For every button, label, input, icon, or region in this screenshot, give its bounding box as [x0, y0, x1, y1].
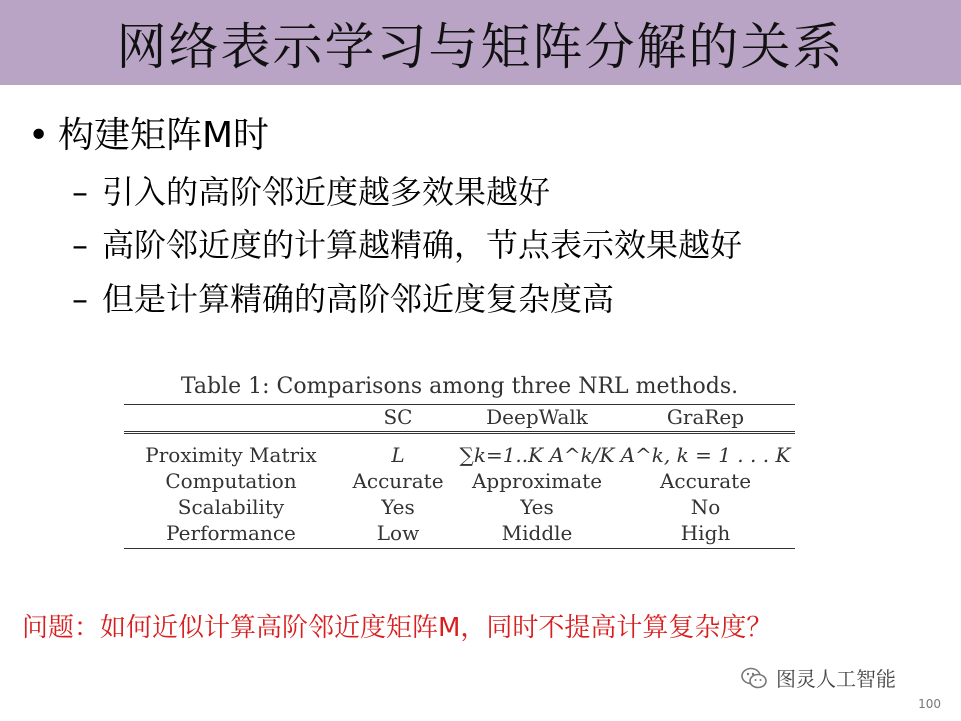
- sub-bullet-item: [72, 224, 742, 266]
- title-bar: [0, 0, 961, 85]
- header-cell: DeepWalk: [486, 405, 588, 429]
- table-cell: Low: [338, 520, 458, 549]
- header-cell: GraRep: [666, 405, 745, 429]
- table-row: [124, 520, 795, 549]
- dash-marker: –: [72, 173, 88, 211]
- question-text: 问题：如何近似计算高阶邻近度矩阵M，同时不提高计算复杂度？: [22, 613, 773, 643]
- table-row: [124, 494, 795, 520]
- table-cell: Approximate: [471, 469, 603, 493]
- watermark-text: 图灵人工智能: [776, 667, 896, 691]
- watermark: [740, 663, 896, 692]
- page-number: 100: [918, 697, 941, 711]
- table-cell: ∑k=1..K A^k/K: [458, 433, 616, 469]
- dash-marker: –: [72, 226, 88, 264]
- table-caption: Table 1: Comparisons among three NRL methods.: [180, 374, 739, 399]
- table-header-row: [124, 405, 795, 433]
- sub-bullet-text: 高阶邻近度的计算越精确，节点表示效果越好: [102, 226, 743, 264]
- sub-bullet-item: [72, 278, 614, 320]
- comparison-table: [124, 372, 795, 549]
- bullet-item: [28, 113, 269, 159]
- sub-bullet-text: 引入的高阶邻近度越多效果越好: [102, 173, 551, 211]
- bullet-text: 构建矩阵M时: [58, 115, 270, 156]
- row-label: Scalability: [177, 495, 285, 519]
- table-cell: Yes: [520, 495, 554, 519]
- bullet-marker: •: [28, 115, 50, 156]
- row-label: Proximity Matrix: [124, 433, 338, 469]
- table-row: [124, 468, 795, 494]
- table-cell: L: [338, 433, 458, 469]
- slide-title: 网络表示学习与矩阵分解的关系: [116, 17, 845, 76]
- table-cell: Accurate: [352, 469, 444, 493]
- table-row: [124, 433, 795, 469]
- wechat-icon: [740, 666, 768, 690]
- dash-marker: –: [72, 280, 88, 318]
- header-cell: SC: [383, 405, 413, 429]
- table-cell: Middle: [458, 520, 616, 549]
- header-cell: [124, 405, 338, 433]
- sub-bullet-text: 但是计算精确的高阶邻近度复杂度高: [102, 280, 615, 318]
- table-cell: No: [690, 495, 721, 519]
- row-label: Computation: [165, 469, 297, 493]
- table-cell: High: [616, 520, 795, 549]
- sub-bullet-item: [72, 171, 550, 213]
- row-label: Performance: [124, 520, 338, 549]
- table-cell: Accurate: [659, 469, 752, 493]
- table: [124, 404, 795, 549]
- table-cell: Yes: [381, 495, 415, 519]
- table-cell: A^k, k = 1 . . . K: [616, 433, 795, 469]
